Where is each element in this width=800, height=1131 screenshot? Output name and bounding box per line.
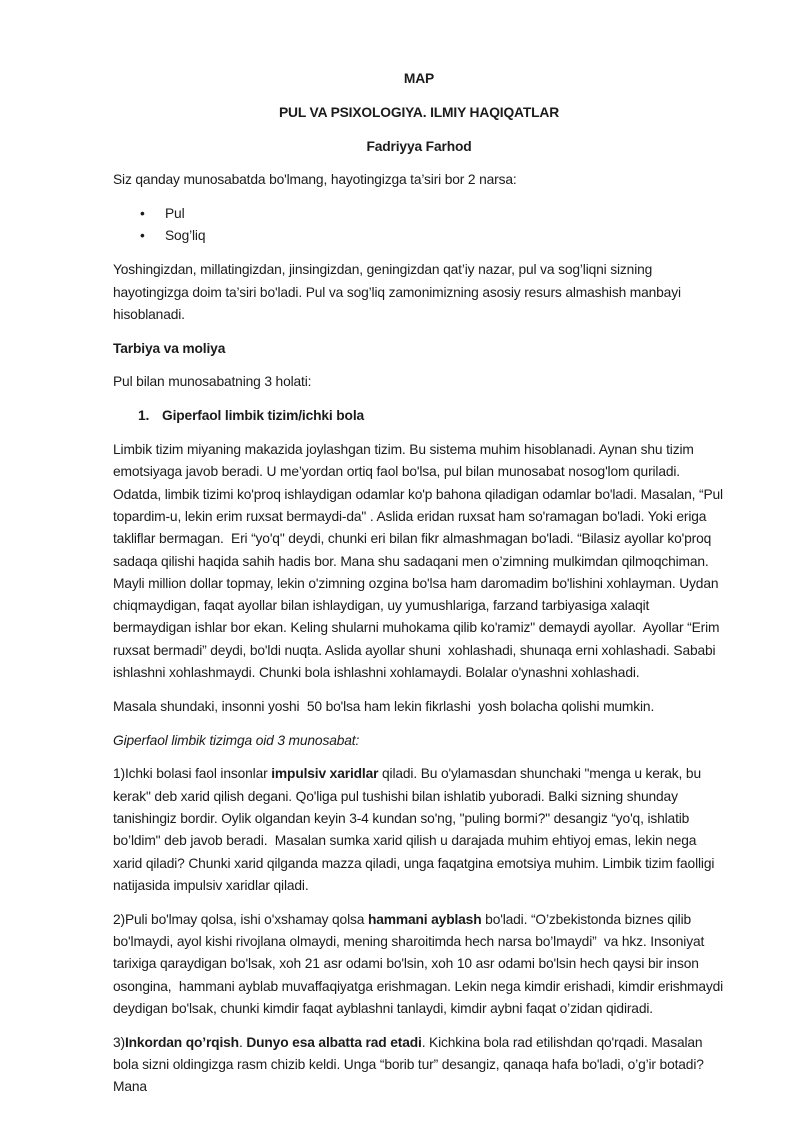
text-run: impulsiv xaridlar [271, 766, 379, 782]
text-run: Fadriyya Farhod [366, 138, 472, 154]
text-run: Limbik tizim miyaning makazida joylashgan tizim. Bu sistema muhim hisoblanadi. Aynan shu tizim emotsiyaga javob beradi. U me’yordan ortiq faol bo'lsa, pul bilan munosabat nosog'lom quriladi. Odatda, limbik tizimi ko'proq ishlaydigan odamlar ko'p bahona qiladigan odamlar bo'ladi. Masalan, “Pul topardim-u, lekin erim ruxsat bermaydi-da" . Aslida eridan ruxsat ham so'ramagan bo'ladi. Yoki eriga takliflar bermagan. Eri “yo'q" deydi, chunki eri bilan fikr almashmagan bo'ladi. “Bilasiz ayollar ko'proq sadaqa qilishi haqida sahih hadis bor. Mana shu sadaqani men o’zimning mulkimdan qilmoqchiman. Mayli million dollar topmay, lekin o'zimning ozgina bo'lsa ham daromadim bo'lishini xohlayman. Uydan chiqmaydigan, faqat ayollar bilan ishlaydigan, uy yumushlariga, farzand tarbiyasiga xalaqit bermaydigan ishlar bor ekan. Keling shularni muhokama qilib ko'ramiz" demaydi ayollar. Ayollar “Erim ruxsat bermadi” deydi, bo'ldi nuqta. Aslida ayollar shuni xohlashadi, shunaqa erni xohlashadi. Sababi ishlashni xohlashmaydi. Chunki bola ishlashni xohlamaydi. Bolalar o'ynashni xohlashadi. [113, 442, 727, 681]
paragraph [113, 1032, 725, 1099]
text-run: . Kichkina bola rad etilishdan qo'rqadi. Masalan bola sizni oldingizga rasm chizib keldi. Unga “borib tur” desangiz, qanaqa hafa bo'ladi, o’g’ir botadi? Mana [113, 1034, 708, 1095]
text-run: 1)Ichki bolasi faol insonlar [113, 766, 272, 782]
list-item [113, 225, 725, 247]
list-item-label: Pul [165, 206, 185, 222]
text-run: Masala shundaki, insonni yoshi 50 bo'lsa ham lekin fikrlashi yosh bolacha qolishi mumkin. [113, 698, 655, 714]
list-item [113, 203, 725, 225]
text-run: Giperfaol limbik tizim/ichki bola [162, 408, 365, 424]
paragraph [113, 136, 725, 158]
paragraph [113, 909, 725, 1020]
paragraph [113, 730, 725, 752]
paragraph [113, 696, 725, 718]
text-run: Tarbiya va moliya [113, 340, 226, 356]
paragraph [113, 68, 725, 90]
bullet-list [113, 203, 725, 248]
text-run: Giperfaol limbik tizimga oid 3 munosabat: [113, 732, 360, 748]
text-run: 3) [113, 1034, 125, 1050]
text-run: Yoshingizdan, millatingizdan, jinsingizdan, geningizdan qat’iy nazar, pul va sog’liqni sizning hayotingizga doim ta’siri bo'ladi. Pul va sog’liq zamonimizning asosiy resurs almashish manbayi hisoblanadi. [113, 262, 685, 322]
paragraph [113, 259, 725, 326]
text-run: . [238, 1034, 247, 1050]
bullet-icon: • [140, 228, 145, 244]
list-number: 1. [138, 408, 150, 424]
list-item-label: Sog’liq [165, 228, 206, 244]
text-run: bo'ladi. “O’zbekistonda biznes qilib bo'lmaydi, ayol kishi rivojlana olmaydi, mening sharoitimda hech narsa bo’lmaydi” va hkz. Insoniyat tarixiga qaraydigan bo'lsak, xoh 21 asr odami bo'lsin, xoh 10 asr odami bo'lsin hech qaysi bir inson osongina, hammani ayblab muvaffaqiyatga erishmagan. Lekin nega kimdir erishadi, kimdir erishmaydi deydigan bo'lsak, chunki kimdir faqat ayblashni tanlaydi, kimdir aybni faqat o’zidan qidiradi. [113, 911, 727, 1016]
paragraph [113, 763, 725, 897]
text-run: Pul bilan munosabatning 3 holati: [113, 374, 312, 390]
paragraph [113, 102, 725, 124]
text-run: Inkordan qo’rqish [124, 1034, 239, 1050]
document-body [113, 68, 725, 1110]
numbered-list [113, 405, 725, 427]
text-run: 2)Puli bo'lmay qolsa, ishi o'xshamay qolsa [113, 911, 368, 927]
text-run: PUL VA PSIXOLOGIYA. ILMIY HAQIQATLAR [278, 104, 560, 120]
text-run: hammani ayblash [367, 911, 482, 927]
text-run: Siz qanday munosabatda bo'lmang, hayotingizga ta’siri bor 2 narsa: [113, 172, 517, 188]
bullet-icon: • [140, 206, 145, 222]
numbered-item [113, 405, 725, 427]
paragraph [113, 371, 725, 393]
text-run: Dunyo esa albatta rad etadi [246, 1034, 422, 1050]
text-run: MAP [403, 71, 435, 86]
paragraph [113, 169, 725, 191]
paragraph [113, 439, 725, 684]
text-run: qiladi. Bu o'ylamasdan shunchaki "menga u kerak, bu kerak" deb xarid qilish degani. Qo'liga pul tushishi bilan ishlatib yuboradi. Balki sizning shunday tanishingiz bordir. Oylik olgandan keyin 3-4 kundan so'ng, "puling bormi?" desangiz “yo'q, ishlatib bo’ldim" deb javob beradi. Masalan sumka xarid qilish u darajada muhim ehtiyoj emas, lekin nega xarid qiladi? Chunki xarid qilganda mazza qiladi, unga faqatgina emotsiya muhim. Limbik tizim faolligi natijasida impulsiv xaridlar qiladi. [113, 766, 718, 893]
paragraph [113, 338, 725, 360]
